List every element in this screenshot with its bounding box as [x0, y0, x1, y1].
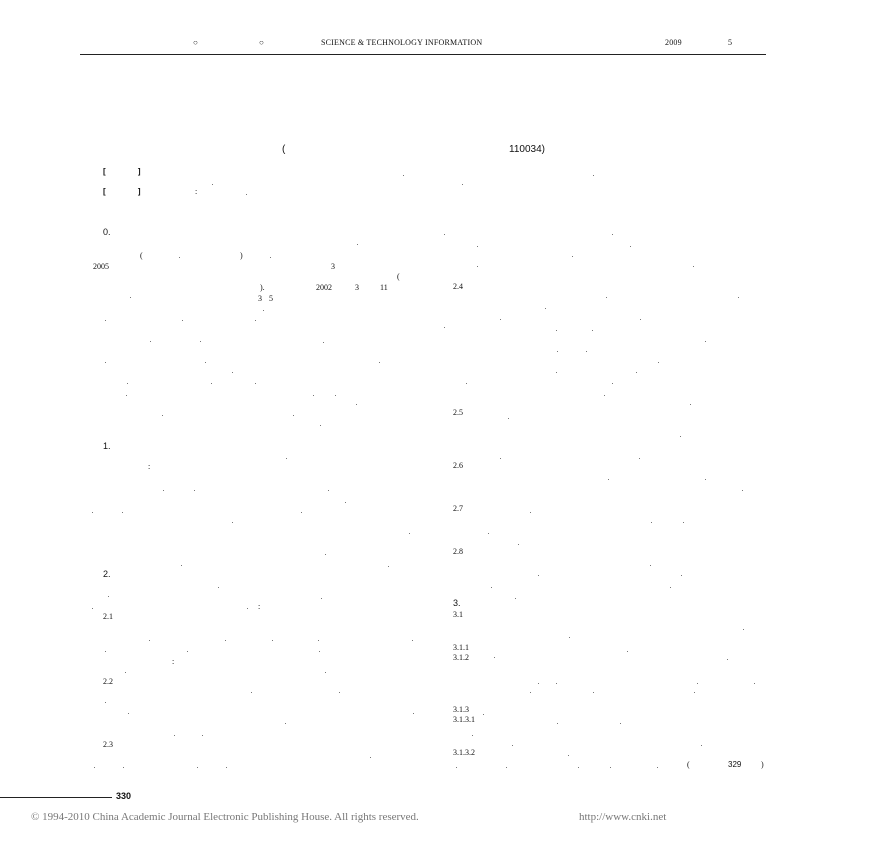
glyph-dot	[225, 640, 226, 641]
glyph-dot	[488, 533, 489, 534]
glyph-dot	[174, 735, 175, 736]
glyph-dot	[557, 351, 558, 352]
section-2-4-heading: 2.4	[453, 282, 463, 291]
continued-close-paren: )	[761, 760, 764, 769]
glyph-dot	[247, 608, 248, 609]
glyph-dot	[286, 458, 287, 459]
count-3b: 3	[258, 294, 262, 303]
glyph-dot	[123, 767, 124, 768]
glyph-dot	[650, 565, 651, 566]
glyph-dot	[92, 608, 93, 609]
section-3-1-3-heading: 3.1.3	[453, 705, 469, 714]
glyph-dot	[556, 330, 557, 331]
section-2-6-heading: 2.6	[453, 461, 463, 470]
glyph-dot	[127, 383, 128, 384]
glyph-dot	[593, 692, 594, 693]
glyph-dot	[593, 175, 594, 176]
glyph-dot	[572, 256, 573, 257]
glyph-dot	[255, 383, 256, 384]
glyph-dot	[506, 767, 507, 768]
glyph-dot	[610, 767, 611, 768]
glyph-dot	[270, 257, 271, 258]
glyph-dot	[149, 640, 150, 641]
glyph-dot	[105, 320, 106, 321]
glyph-dot	[130, 297, 131, 298]
glyph-dot	[212, 184, 213, 185]
count-3: 3	[331, 262, 335, 271]
date-day-11: 11	[380, 283, 388, 292]
glyph-dot	[606, 297, 607, 298]
section-3-1-3-2-heading: 3.1.3.2	[453, 748, 475, 757]
glyph-dot	[556, 683, 557, 684]
glyph-dot	[742, 490, 743, 491]
section-2-colon: :	[258, 602, 261, 611]
glyph-dot	[538, 683, 539, 684]
glyph-dot	[705, 341, 706, 342]
glyph-dot	[232, 372, 233, 373]
glyph-dot	[179, 257, 180, 258]
glyph-dot	[126, 395, 127, 396]
section-2-3-heading: 2.3	[103, 740, 113, 749]
section-3-1-1-heading: 3.1.1	[453, 643, 469, 652]
glyph-dot	[285, 723, 286, 724]
glyph-dot	[491, 587, 492, 588]
glyph-dot	[500, 319, 501, 320]
header-rule	[80, 54, 766, 55]
glyph-dot	[743, 629, 744, 630]
glyph-dot	[403, 175, 404, 176]
section-1-colon: :	[148, 462, 151, 471]
footer-copyright: © 1994-2010 China Academic Journal Electronic Publishing House. All rights reserved.	[31, 811, 419, 823]
glyph-dot	[456, 767, 457, 768]
glyph-dot	[569, 637, 570, 638]
glyph-dot	[412, 640, 413, 641]
glyph-dot	[694, 692, 695, 693]
glyph-dot	[578, 767, 579, 768]
continued-page-ref: 329	[728, 760, 742, 769]
glyph-dot	[681, 575, 682, 576]
section-2-8-heading: 2.8	[453, 547, 463, 556]
glyph-dot	[697, 683, 698, 684]
page-number: 330	[116, 791, 132, 801]
year-2005: 2005	[93, 262, 109, 271]
paren-close-2: ).	[260, 283, 265, 292]
glyph-dot	[639, 458, 640, 459]
header-circle-left: ○	[193, 38, 199, 47]
glyph-dot	[658, 362, 659, 363]
glyph-dot	[226, 767, 227, 768]
glyph-dot	[301, 512, 302, 513]
glyph-dot	[318, 640, 319, 641]
glyph-dot	[657, 767, 658, 768]
glyph-dot	[640, 319, 641, 320]
glyph-dot	[94, 767, 95, 768]
glyph-dot	[325, 672, 326, 673]
glyph-dot	[150, 341, 151, 342]
glyph-dot	[202, 735, 203, 736]
glyph-dot	[409, 533, 410, 534]
continued-open-paren: (	[687, 760, 690, 769]
keywords-colon: :	[195, 187, 198, 196]
glyph-dot	[612, 234, 613, 235]
glyph-dot	[738, 297, 739, 298]
glyph-dot	[293, 415, 294, 416]
glyph-dot	[568, 755, 569, 756]
glyph-dot	[592, 330, 593, 331]
glyph-dot	[187, 651, 188, 652]
glyph-dot	[651, 522, 652, 523]
section-1-heading: 1.	[103, 441, 111, 451]
glyph-dot	[181, 565, 182, 566]
section-2-7-heading: 2.7	[453, 504, 463, 513]
glyph-dot	[466, 383, 467, 384]
glyph-dot	[680, 436, 681, 437]
glyph-dot	[105, 651, 106, 652]
glyph-dot	[512, 745, 513, 746]
glyph-dot	[108, 596, 109, 597]
glyph-dot	[444, 327, 445, 328]
glyph-dot	[105, 362, 106, 363]
section-2-5-heading: 2.5	[453, 408, 463, 417]
glyph-dot	[556, 372, 557, 373]
glyph-dot	[125, 672, 126, 673]
header-circle-right: ○	[259, 38, 265, 47]
glyph-dot	[630, 246, 631, 247]
glyph-dot	[557, 723, 558, 724]
section-2-1-heading: 2.1	[103, 612, 113, 621]
glyph-dot	[683, 522, 684, 523]
glyph-dot	[319, 651, 320, 652]
glyph-dot	[182, 320, 183, 321]
date-month-3: 3	[355, 283, 359, 292]
section-2-1-colon: :	[172, 657, 175, 666]
glyph-dot	[122, 512, 123, 513]
keywords-tag: [ ]	[103, 187, 141, 196]
glyph-dot	[538, 575, 539, 576]
glyph-dot	[608, 479, 609, 480]
glyph-dot	[218, 587, 219, 588]
glyph-dot	[693, 266, 694, 267]
glyph-dot	[357, 244, 358, 245]
glyph-dot	[313, 395, 314, 396]
glyph-dot	[92, 512, 93, 513]
glyph-dot	[339, 692, 340, 693]
glyph-dot	[388, 566, 389, 567]
glyph-dot	[518, 544, 519, 545]
glyph-dot	[604, 395, 605, 396]
glyph-dot	[754, 683, 755, 684]
glyph-dot	[515, 598, 516, 599]
paren-open: (	[140, 251, 143, 260]
glyph-dot	[500, 458, 501, 459]
section-3-heading: 3.	[453, 598, 461, 608]
section-2-2-heading: 2.2	[103, 677, 113, 686]
glyph-dot	[612, 383, 613, 384]
abstract-tag: [ ]	[103, 167, 141, 176]
glyph-dot	[335, 395, 336, 396]
glyph-dot	[356, 404, 357, 405]
glyph-dot	[232, 522, 233, 523]
glyph-dot	[444, 234, 445, 235]
glyph-dot	[413, 713, 414, 714]
count-5: 5	[269, 294, 273, 303]
footer-url: http://www.cnki.net	[579, 811, 667, 823]
section-2-heading: 2.	[103, 569, 111, 579]
section-3-1-3-1-heading: 3.1.3.1	[453, 715, 475, 724]
glyph-dot	[670, 587, 671, 588]
header-year: 2009	[665, 38, 682, 47]
glyph-dot	[345, 502, 346, 503]
glyph-dot	[483, 714, 484, 715]
glyph-dot	[163, 490, 164, 491]
glyph-dot	[105, 702, 106, 703]
affiliation-postcode: 110034)	[509, 144, 545, 155]
glyph-dot	[379, 362, 380, 363]
affiliation-open-paren: (	[282, 144, 286, 155]
glyph-dot	[545, 308, 546, 309]
glyph-dot	[200, 341, 201, 342]
section-0-heading: 0.	[103, 227, 111, 237]
glyph-dot	[328, 490, 329, 491]
paren-close: )	[240, 251, 243, 260]
glyph-dot	[205, 362, 206, 363]
glyph-dot	[325, 554, 326, 555]
glyph-dot	[727, 659, 728, 660]
glyph-dot	[477, 246, 478, 247]
paren-open-2: (	[397, 272, 400, 281]
glyph-dot	[701, 745, 702, 746]
header-journal-name: SCIENCE & TECHNOLOGY INFORMATION	[321, 38, 483, 47]
glyph-dot	[627, 651, 628, 652]
section-3-1-heading: 3.1	[453, 610, 463, 619]
glyph-dot	[620, 723, 621, 724]
glyph-dot	[472, 735, 473, 736]
glyph-dot	[162, 415, 163, 416]
glyph-dot	[530, 692, 531, 693]
glyph-dot	[197, 767, 198, 768]
date-year-2002: 2002	[316, 283, 332, 292]
glyph-dot	[323, 342, 324, 343]
glyph-dot	[320, 425, 321, 426]
glyph-dot	[255, 320, 256, 321]
glyph-dot	[272, 640, 273, 641]
glyph-dot	[194, 490, 195, 491]
glyph-dot	[462, 184, 463, 185]
glyph-dot	[586, 351, 587, 352]
glyph-dot	[530, 512, 531, 513]
glyph-dot	[321, 598, 322, 599]
section-3-1-2-heading: 3.1.2	[453, 653, 469, 662]
header-issue: 5	[728, 38, 733, 47]
glyph-dot	[690, 404, 691, 405]
glyph-dot	[251, 692, 252, 693]
glyph-dot	[211, 383, 212, 384]
glyph-dot	[263, 310, 264, 311]
glyph-dot	[508, 418, 509, 419]
glyph-dot	[477, 266, 478, 267]
glyph-dot	[128, 713, 129, 714]
glyph-dot	[636, 372, 637, 373]
glyph-dot	[494, 657, 495, 658]
glyph-dot	[246, 194, 247, 195]
page-number-rule	[0, 797, 112, 798]
glyph-dot	[370, 757, 371, 758]
glyph-dot	[705, 479, 706, 480]
